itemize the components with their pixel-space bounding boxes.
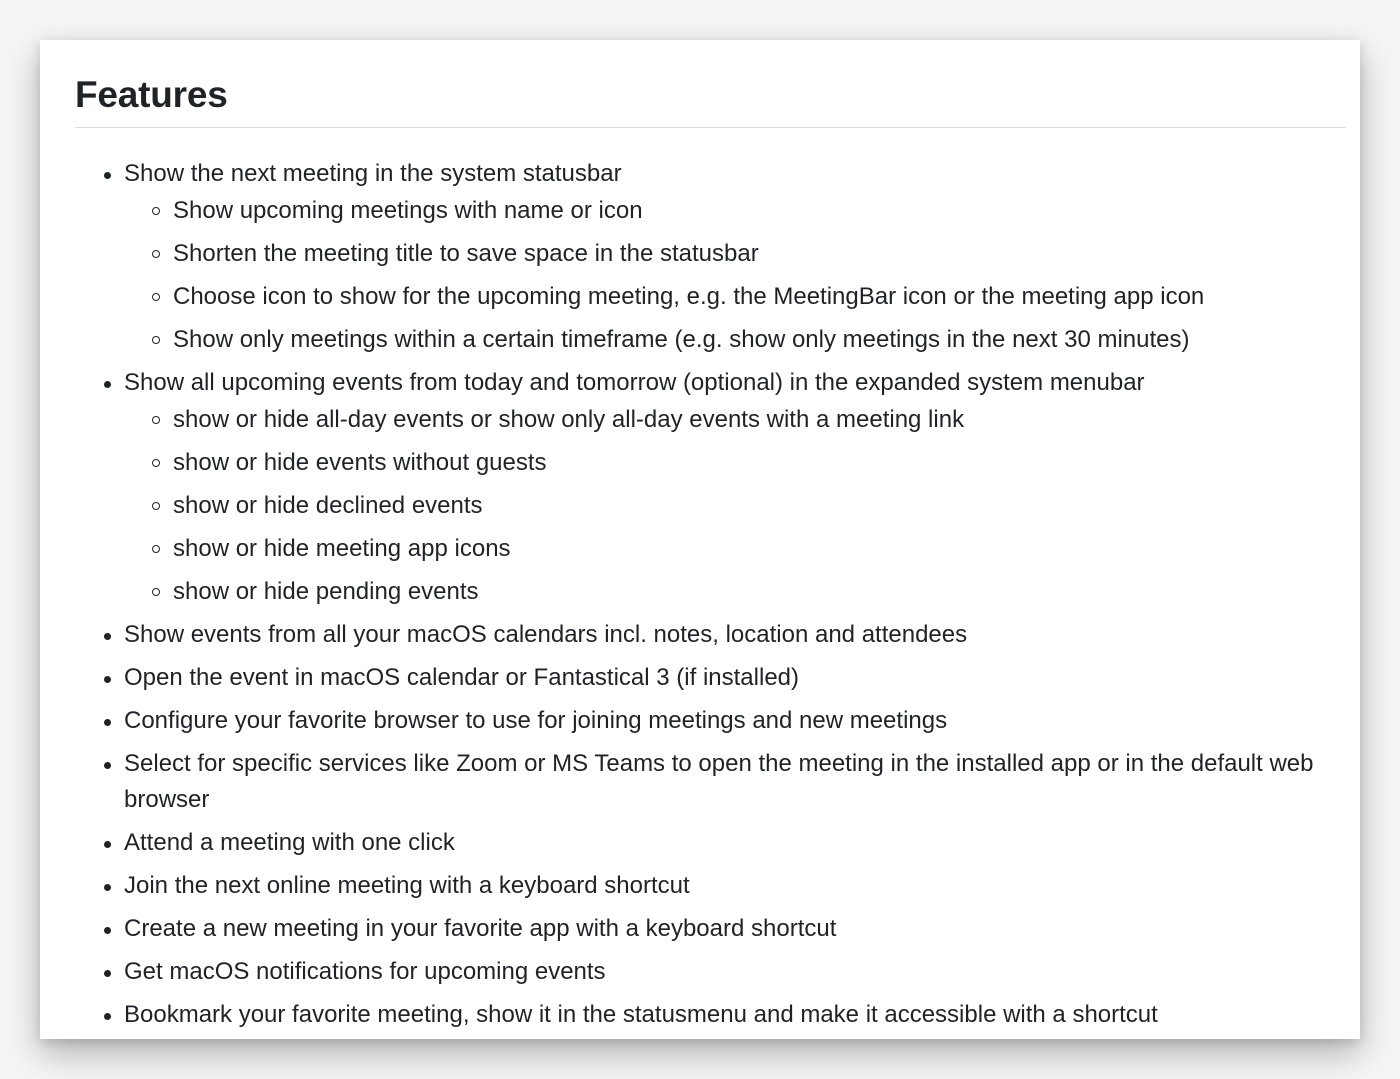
feature-subitem-text: show or hide all-day events or show only all-day events with a meeting link	[173, 406, 965, 433]
circle-bullet-icon	[152, 545, 160, 553]
feature-item	[124, 825, 1346, 861]
feature-text: Show events from all your macOS calendars incl. notes, location and attendees	[124, 621, 968, 648]
circle-bullet-icon	[152, 207, 160, 215]
feature-item	[124, 617, 1346, 653]
feature-item	[124, 868, 1346, 904]
bullet-icon	[104, 633, 111, 640]
feature-subitem	[173, 574, 1346, 610]
bullet-icon	[104, 841, 111, 848]
feature-subitem-text: Show upcoming meetings with name or icon	[173, 197, 643, 224]
feature-item	[124, 954, 1346, 990]
feature-sublist	[124, 193, 1346, 358]
feature-subitem	[173, 193, 1346, 229]
feature-subitem	[173, 488, 1346, 524]
feature-text: Show all upcoming events from today and tomorrow (optional) in the expanded system menubar	[124, 369, 1145, 396]
circle-bullet-icon	[152, 502, 160, 510]
feature-subitem-text: Show only meetings within a certain timeframe (e.g. show only meetings in the next 30 minutes)	[173, 326, 1190, 353]
feature-subitem	[173, 279, 1346, 315]
feature-text: Select for specific services like Zoom or MS Teams to open the meeting in the installed app or in the default web browser	[124, 750, 1314, 813]
bullet-icon	[104, 1013, 111, 1020]
bullet-icon	[104, 381, 111, 388]
feature-subitem	[173, 445, 1346, 481]
feature-text: Attend a meeting with one click	[124, 829, 455, 856]
feature-item	[124, 746, 1346, 818]
feature-subitem-text: show or hide events without guests	[173, 449, 547, 476]
circle-bullet-icon	[152, 416, 160, 424]
bullet-icon	[104, 172, 111, 179]
feature-subitem-text: show or hide declined events	[173, 492, 483, 519]
section-heading: Features	[75, 74, 1346, 128]
bullet-icon	[104, 884, 111, 891]
feature-subitem	[173, 402, 1346, 438]
feature-text: Get macOS notifications for upcoming events	[124, 958, 606, 985]
bullet-icon	[104, 927, 111, 934]
feature-item	[124, 997, 1346, 1033]
feature-item	[124, 911, 1346, 947]
features-list	[75, 156, 1346, 1033]
feature-text: Bookmark your favorite meeting, show it in the statusmenu and make it accessible with a shortcut	[124, 1001, 1158, 1028]
circle-bullet-icon	[152, 336, 160, 344]
feature-text: Join the next online meeting with a keyboard shortcut	[124, 872, 690, 899]
document-card	[40, 40, 1360, 1039]
feature-subitem	[173, 531, 1346, 567]
circle-bullet-icon	[152, 459, 160, 467]
feature-text: Create a new meeting in your favorite app with a keyboard shortcut	[124, 915, 837, 942]
feature-item	[124, 156, 1346, 358]
feature-item	[124, 365, 1346, 610]
feature-sublist	[124, 402, 1346, 610]
circle-bullet-icon	[152, 250, 160, 258]
feature-item	[124, 660, 1346, 696]
feature-text: Show the next meeting in the system statusbar	[124, 160, 622, 187]
bullet-icon	[104, 676, 111, 683]
circle-bullet-icon	[152, 588, 160, 596]
feature-text: Configure your favorite browser to use for joining meetings and new meetings	[124, 707, 948, 734]
bullet-icon	[104, 762, 111, 769]
bullet-icon	[104, 970, 111, 977]
feature-item	[124, 703, 1346, 739]
feature-subitem	[173, 322, 1346, 358]
feature-subitem	[173, 236, 1346, 272]
bullet-icon	[104, 719, 111, 726]
feature-subitem-text: show or hide pending events	[173, 578, 479, 605]
feature-subitem-text: show or hide meeting app icons	[173, 535, 511, 562]
feature-subitem-text: Choose icon to show for the upcoming meeting, e.g. the MeetingBar icon or the meeting app icon	[173, 283, 1205, 310]
feature-text: Open the event in macOS calendar or Fantastical 3 (if installed)	[124, 664, 799, 691]
circle-bullet-icon	[152, 293, 160, 301]
feature-subitem-text: Shorten the meeting title to save space in the statusbar	[173, 240, 759, 267]
